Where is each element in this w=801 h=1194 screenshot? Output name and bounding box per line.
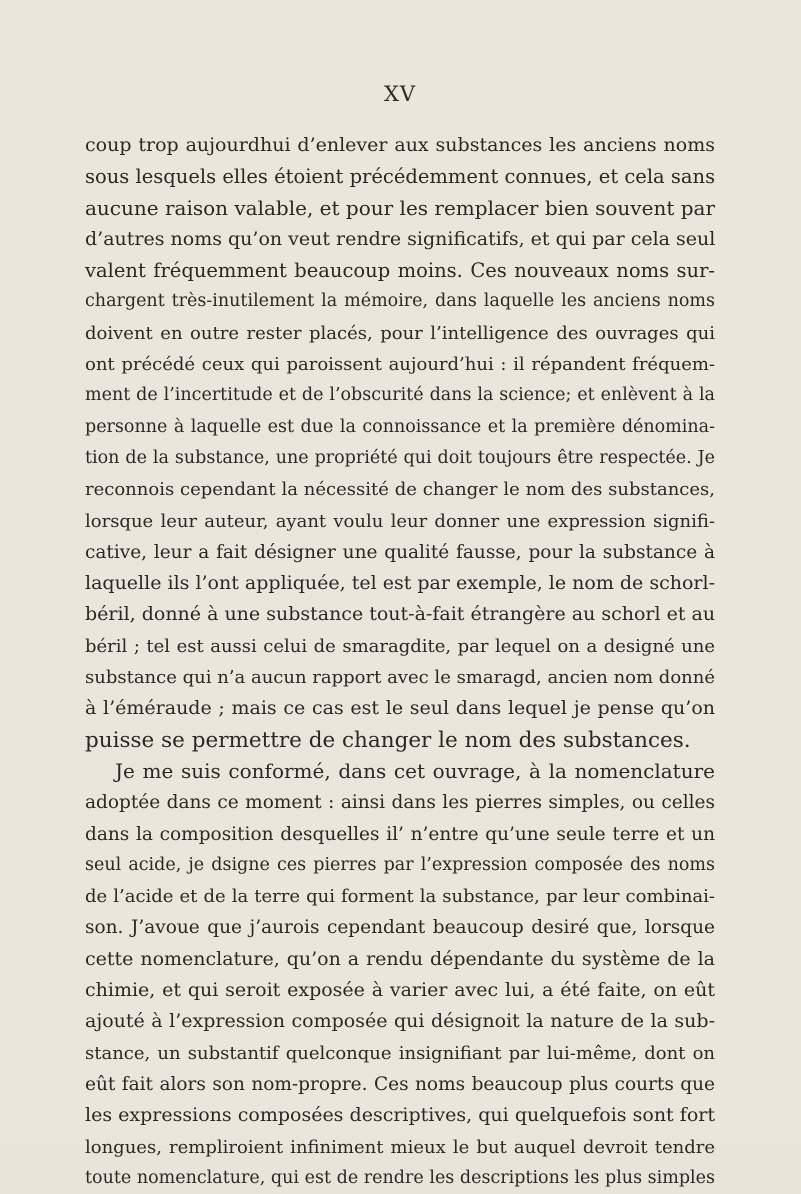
text-line: cette nomenclature, qu’on a rendu dépendante du système de la	[85, 947, 715, 970]
text-line: d’autres noms qu’on veut rendre significatifs, et qui par cela seul	[85, 227, 715, 250]
text-line: à l’éméraude ; mais ce cas est le seul dans lequel je pense qu’on	[85, 697, 715, 720]
text-line: laquelle ils l’ont appliquée, tel est par exemple, le nom de schorl-	[85, 572, 715, 595]
text-line: coup trop aujourdhui d’enlever aux substances les anciens noms	[85, 134, 715, 156]
text-line: cative, leur a fait désigner une qualité fausse, pour la substance à	[85, 541, 715, 563]
text-line: longues, rempliroient infiniment mieux le but auquel devroit tendre	[85, 1136, 715, 1158]
text-line: reconnois cependant la nécessité de changer le nom des substances,	[85, 479, 715, 501]
text-line: les expressions composées descriptives, qui quelquefois sont fort	[85, 1104, 715, 1127]
text-line: toute nomenclature, qui est de rendre les descriptions les plus simples	[85, 1167, 715, 1188]
text-line: chimie, et qui seroit exposée à varier avec lui, a été faite, on eût	[85, 979, 715, 1002]
body-text	[85, 130, 715, 1194]
text-line: aucune raison valable, et pour les remplacer bien souvent par	[85, 195, 715, 220]
text-line: béril ; tel est aussi celui de smaragdite, par lequel on a designé une	[85, 635, 715, 657]
text-line: de l’acide et de la terre qui forment la substance, par leur combinai-	[85, 886, 715, 908]
text-line: eût fait alors son nom-propre. Ces noms beaucoup plus courts que	[85, 1073, 715, 1095]
text-line: stance, un substantif quelconque insignifiant par lui-même, dont on	[85, 1042, 715, 1064]
text-line: lorsque leur auteur, ayant voulu leur donner une expression signifi-	[85, 510, 715, 532]
text-line: seul acide, je dsigne ces pierres par l’expression composée des noms	[85, 854, 715, 875]
text-line: adoptée dans ce moment : ainsi dans les pierres simples, ou celles	[85, 792, 715, 814]
text-line: doivent en outre rester placés, pour l’intelligence des ouvrages qui	[85, 322, 715, 344]
text-line: puisse se permettre de changer le nom des substances.	[85, 727, 691, 753]
text-line: son. J’avoue que j’aurois cependant beaucoup desiré que, lorsque	[85, 917, 715, 939]
text-line: personne à laquelle est due la connoissance et la première dénomina-	[85, 416, 715, 437]
text-line: substance qui n’a aucun rapport avec le smaragd, ancien nom donné	[85, 667, 715, 689]
text-line: sous lesquels elles étoient précédemment connues, et cela sans	[85, 165, 715, 189]
text-line: béril, donné à une substance tout-à-fait étrangère au schorl et au	[85, 603, 715, 626]
text-line: dans la composition desquelles il’ n’entre qu’une seule terre et un	[85, 823, 715, 845]
text-line: valent fréquemment beaucoup moins. Ces nouveaux noms sur-	[85, 259, 715, 283]
text-line: chargent très-inutilement la mémoire, dans laquelle les anciens noms	[85, 291, 715, 312]
page-number: XV	[383, 82, 417, 106]
text-line: ment de l’incertitude et de l’obscurité dans la science; et enlèvent à la	[85, 385, 715, 406]
text-line: ajouté à l’expression composée qui désignoit la nature de la sub-	[85, 1010, 715, 1033]
text-line: tion de la substance, une propriété qui doit toujours être respectée. Je	[85, 447, 715, 468]
text-line: ont précédé ceux qui paroissent aujourd’hui : il répandent fréquem-	[85, 354, 715, 376]
text-line: Je me suis conformé, dans cet ouvrage, à la nomenclature	[115, 758, 715, 783]
